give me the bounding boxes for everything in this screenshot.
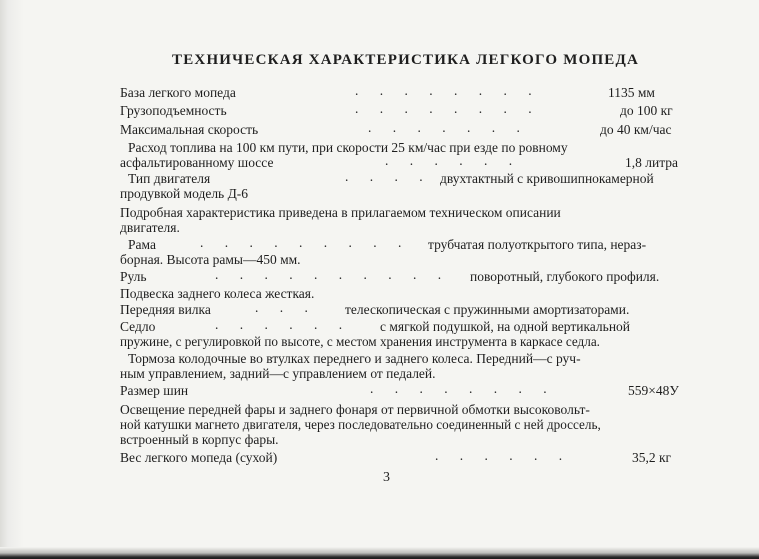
leader-dots: . . . . . . . . . .	[215, 267, 451, 282]
leader-dots: . . . . . .	[215, 317, 352, 332]
spec-fuel-line1: Расход топлива на 100 км пути, при скорости 25 км/час при езде по ровному	[128, 140, 568, 155]
spec-light-line1: Освещение передней фары и заднего фонаря от первичной обмотки высоковольт-	[120, 402, 590, 417]
spec-rear-suspension: Подвеска заднего колеса жесткая.	[120, 286, 315, 301]
leader-dots: . . . .	[345, 169, 432, 184]
spec-light-line2: ной катушки магнето двигателя, через последовательно соединенный с ней дроссель,	[120, 417, 601, 432]
spec-base-value: 1135 мм	[608, 85, 655, 100]
spec-tire-label: Размер шин	[120, 383, 189, 398]
spec-steering-label: Руль	[120, 269, 147, 284]
leader-dots: . . . . . . .	[368, 120, 529, 135]
spec-frame-value: трубчатая полуоткрытого типа, нераз-	[428, 237, 647, 252]
spec-details-line2: двигателя.	[120, 220, 180, 235]
page-bottom-edge	[0, 547, 759, 559]
spec-fuel-line2: асфальтированному шоссе	[120, 155, 274, 170]
spec-fork-label: Передняя вилка	[120, 302, 211, 317]
spec-engine-value: двухтактный с кривошипнокамерной	[440, 171, 654, 186]
spec-fork-value: телескопическая с пружинными амортизаторами.	[345, 302, 630, 317]
spec-weight-value: 35,2 кг	[632, 450, 672, 465]
spec-engine-label: Тип двигателя	[128, 171, 211, 186]
spec-steering-value: поворотный, глубокого профиля.	[470, 269, 660, 284]
spec-saddle-value: с мягкой подушкой, на одной вертикальной	[380, 319, 631, 334]
binding-fold	[0, 0, 24, 559]
page-number: 3	[383, 470, 390, 485]
spec-frame-line2: борная. Высота рамы—450 мм.	[120, 252, 301, 267]
spec-speed-value: до 40 км/час	[600, 122, 672, 137]
leader-dots: . . . . . . . .	[370, 381, 556, 396]
leader-dots: . . .	[255, 300, 317, 315]
spec-load-value: до 100 кг	[620, 103, 673, 118]
leader-dots: . . . . . . . . .	[200, 235, 411, 250]
spec-details-line1: Подробная характеристика приведена в прилагаемом техническом описании	[120, 205, 561, 220]
spec-light-line3: встроенный в корпус фары.	[120, 432, 279, 447]
spec-saddle-line2: пружине, с регулировкой по высоте, с местом хранения инструмента в каркасе седла.	[120, 334, 600, 349]
spec-saddle-label: Седло	[120, 319, 156, 334]
spec-base-label: База легкого мопеда	[120, 85, 236, 100]
leader-dots: . . . . . .	[385, 153, 522, 168]
leader-dots: . . . . . .	[435, 448, 572, 463]
leader-dots: . . . . . . . .	[355, 101, 541, 116]
spec-speed-label: Максимальная скорость	[120, 122, 259, 137]
spec-engine-line2: продувкой модель Д-6	[120, 186, 249, 201]
spec-brakes-line1: Тормоза колодочные во втулках переднего и заднего колеса. Передний—с руч-	[128, 351, 581, 366]
page-title: ТЕХНИЧЕСКАЯ ХАРАКТЕРИСТИКА ЛЕГКОГО МОПЕДА	[172, 52, 640, 68]
leader-dots: . . . . . . . .	[355, 83, 541, 98]
spec-frame-label: Рама	[128, 237, 156, 252]
spec-brakes-line2: ным управлением, задний—с управлением от педалей.	[120, 366, 436, 381]
spec-tire-value: 559×48У	[628, 383, 679, 398]
spec-weight-label: Вес легкого мопеда (сухой)	[120, 450, 278, 465]
spec-load-label: Грузоподъемность	[120, 103, 227, 118]
spec-fuel-value: 1,8 литра	[625, 155, 679, 170]
